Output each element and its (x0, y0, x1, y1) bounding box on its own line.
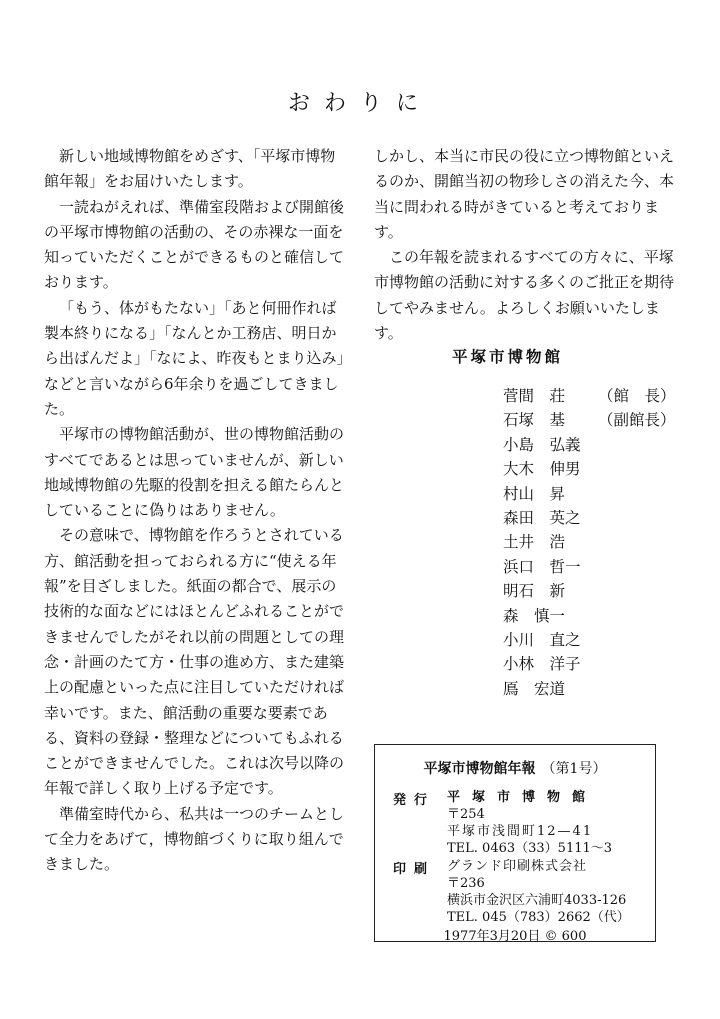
paragraph: 一読ねがえれば、準備室段階および開館後の平塚市博物館の活動の、その赤裸な一面を知っていただくことができるものと確信しております。 (44, 197, 345, 292)
staff-name: 森田 英之 (503, 509, 581, 528)
paragraph: 「もう、体がもたない」「あと何冊作れば製本終りになる」「なんとか工務店、明日から出ばんだよ」「なによ、昨夜もとまり込み」などと言いながら6年余りを過ごしてきました。 (44, 298, 345, 418)
staff-row (503, 677, 676, 701)
staff-row (503, 555, 676, 579)
colophon-box (374, 744, 656, 942)
organization-name: 平塚市博物館 (452, 348, 564, 366)
staff-row (503, 384, 676, 408)
staff-name: 森 慎一 (503, 606, 566, 625)
staff-name: 鳫 宏道 (503, 679, 566, 698)
colophon-title (375, 758, 655, 778)
staff-row (503, 579, 676, 603)
staff-role: （館 長） (598, 387, 676, 405)
body-left-column (44, 144, 347, 878)
staff-row (503, 604, 676, 628)
paragraph: しかし、本当に市民の役に立つ博物館といえるのか、開館当初の物珍しさの消えた今、本当に問われる時がきていると考えております。 (374, 147, 675, 241)
publication-title: 平塚市博物館年報 (423, 761, 536, 777)
staff-list (503, 384, 676, 701)
staff-row (503, 652, 676, 676)
publisher-label: 発行 (393, 793, 436, 808)
issue-date: 1977年3月20日 © 600 (443, 929, 587, 944)
staff-row (503, 408, 676, 432)
staff-name: 小林 洋子 (503, 655, 581, 674)
publisher-tel: TEL. 0463（33）5111〜3 (447, 841, 613, 856)
staff-name: 大木 伸男 (503, 460, 581, 479)
staff-name: 小川 直之 (503, 631, 581, 650)
staff-row (503, 433, 676, 457)
paragraph: その意味で、博物館を作ろうとされている方、館活動を担っておられる方に“使える年報”を目ざしました。紙面の都合で、展示の技術的な面などにはほとんどふれることができませんでしたがそれ以前の問題としての理念・計画のたて方・仕事の進め方、また建築上の配慮といった点に注目していただければ幸いです。また、館活動の重要な要素である、資料の登録・整理などについてもふれることができませんでした。これは次号以降の年報で詳しく取り上げる予定です。 (44, 526, 345, 798)
staff-name: 村山 昇 (503, 484, 566, 503)
publisher-zip: 〒254 (447, 807, 485, 822)
staff-name: 浜口 哲一 (503, 557, 581, 576)
staff-row (503, 506, 676, 530)
paragraph: 新しい地域博物館をめざす、「平塚市博物館年報」をお届けいたします。 (44, 147, 336, 191)
body-right-column (374, 144, 679, 346)
staff-row (503, 530, 676, 554)
staff-name: 菅間 荘 (503, 387, 566, 405)
staff-name: 石塚 基 (503, 411, 566, 430)
staff-name: 土井 浩 (503, 533, 566, 552)
edition-label: （第1号） (541, 761, 607, 777)
printer-zip: 〒236 (447, 876, 485, 891)
publisher-name: 平塚市博物館 (447, 790, 598, 805)
paragraph: 平塚市の博物館活動が、世の博物館活動のすべてであるとは思っていませんが、新しい地域博物館の先駆的役割を担える館たらんとしていることに偽りはありません。 (44, 425, 345, 520)
page-title: おわりに (287, 91, 432, 116)
printer-address: 横浜市金沢区六浦町4033-126 (447, 893, 627, 908)
publisher-address: 平塚市浅間町12—41 (447, 824, 594, 839)
printer-label: 印刷 (393, 862, 436, 877)
staff-name: 小島 弘義 (503, 435, 581, 454)
staff-role: （副館長） (598, 411, 676, 430)
staff-row (503, 482, 676, 506)
paragraph: この年報を読まれるすべての方々に、平塚市博物館の活動に対する多くのご批正を期待してやみません。よろしくお願いいたします。 (374, 248, 675, 343)
paragraph: 準備室時代から、私共は一つのチームとして全力をあげて，博物館づくりに取り組んできました。 (44, 804, 345, 874)
printer-name: グランド印刷株式会社 (447, 859, 588, 874)
staff-row (503, 628, 676, 652)
printer-tel: TEL. 045（783）2662（代） (447, 910, 630, 925)
staff-name: 明石 新 (503, 582, 566, 601)
staff-row (503, 457, 676, 481)
